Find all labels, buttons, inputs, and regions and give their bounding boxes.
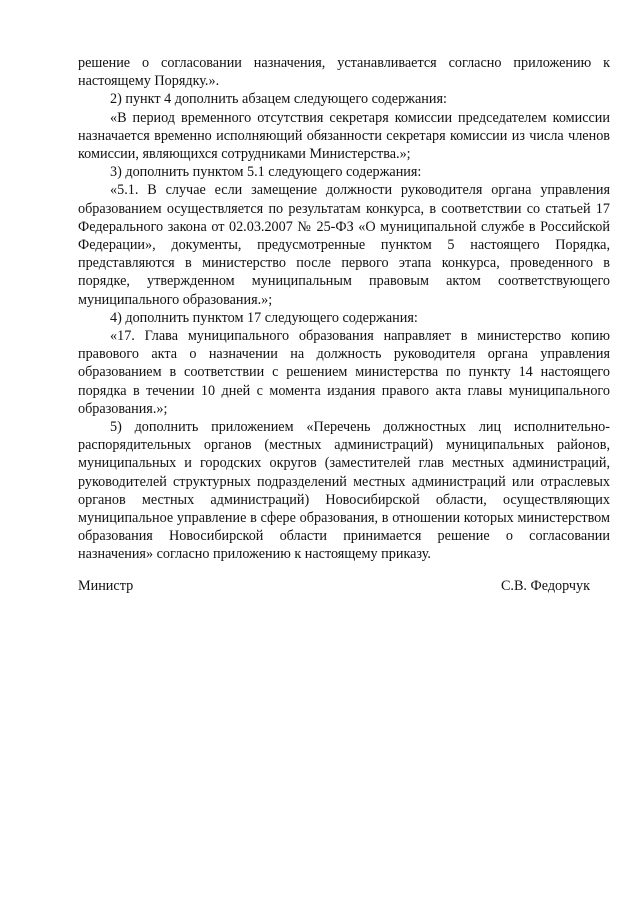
signatory-name: С.В. Федорчук (500, 578, 590, 594)
paragraph-continuation: решение о согласовании назначения, устанавливается согласно приложению к настоящему Порядку.». (78, 55, 610, 90)
paragraph-item-3: 3) дополнить пунктом 5.1 следующего содержания: (110, 164, 422, 181)
paragraph-item-2-text: «В период временного отсутствия секретаря комиссии председателем комиссии назначается временно исполняющий обязанности секретаря комиссии из числа членов комиссии, являющихся сотрудниками Министерства.»; (78, 109, 610, 163)
document-body (78, 54, 610, 564)
paragraph-item-3-text: «5.1. В случае если замещение должности руководителя органа управления образованием осуществляется по результатам конкурса, в соответствии со статьей 17 Федерального закона от 02.03.2007 № 25-ФЗ «О муниципальной службе в Российской Федерации», документы, предусмотренные пунктом 5 настоящего Порядка, представляются в министерство после первого этапа конкурса, проведенного в порядке, утвержденном муниципальным правовым актом соответствующего муниципального образования.»; (78, 182, 610, 308)
paragraph-item-4-text: «17. Глава муниципального образования направляет в министерство копию правового акта о назначении на должность руководителя органа управления образованием в соответствии с решением министерства по пункту 14 настоящего порядка в течении 10 дней с момента издания правого акта главы муниципального образования.»; (78, 328, 610, 417)
paragraph-item-2: 2) пункт 4 дополнить абзацем следующего содержания: (110, 91, 447, 108)
paragraph-item-4: 4) дополнить пунктом 17 следующего содержания: (110, 309, 418, 326)
signatory-role: Министр (78, 578, 134, 594)
paragraph-item-5: 5) дополнить приложением «Перечень должностных лиц исполнительно-распорядительных органов (местных администраций) муниципальных районов, муниципальных и городских округов (заместителей глав местных администраций, руководителей структурных подразделений местных администраций или отраслевых органов местных администраций) Новосибирской области, осуществляющих муниципальное управление в сфере образования, в отношении которых министерством образования Новосибирской области принимается решение о согласовании назначения» согласно приложению к настоящему приказу. (78, 419, 610, 563)
